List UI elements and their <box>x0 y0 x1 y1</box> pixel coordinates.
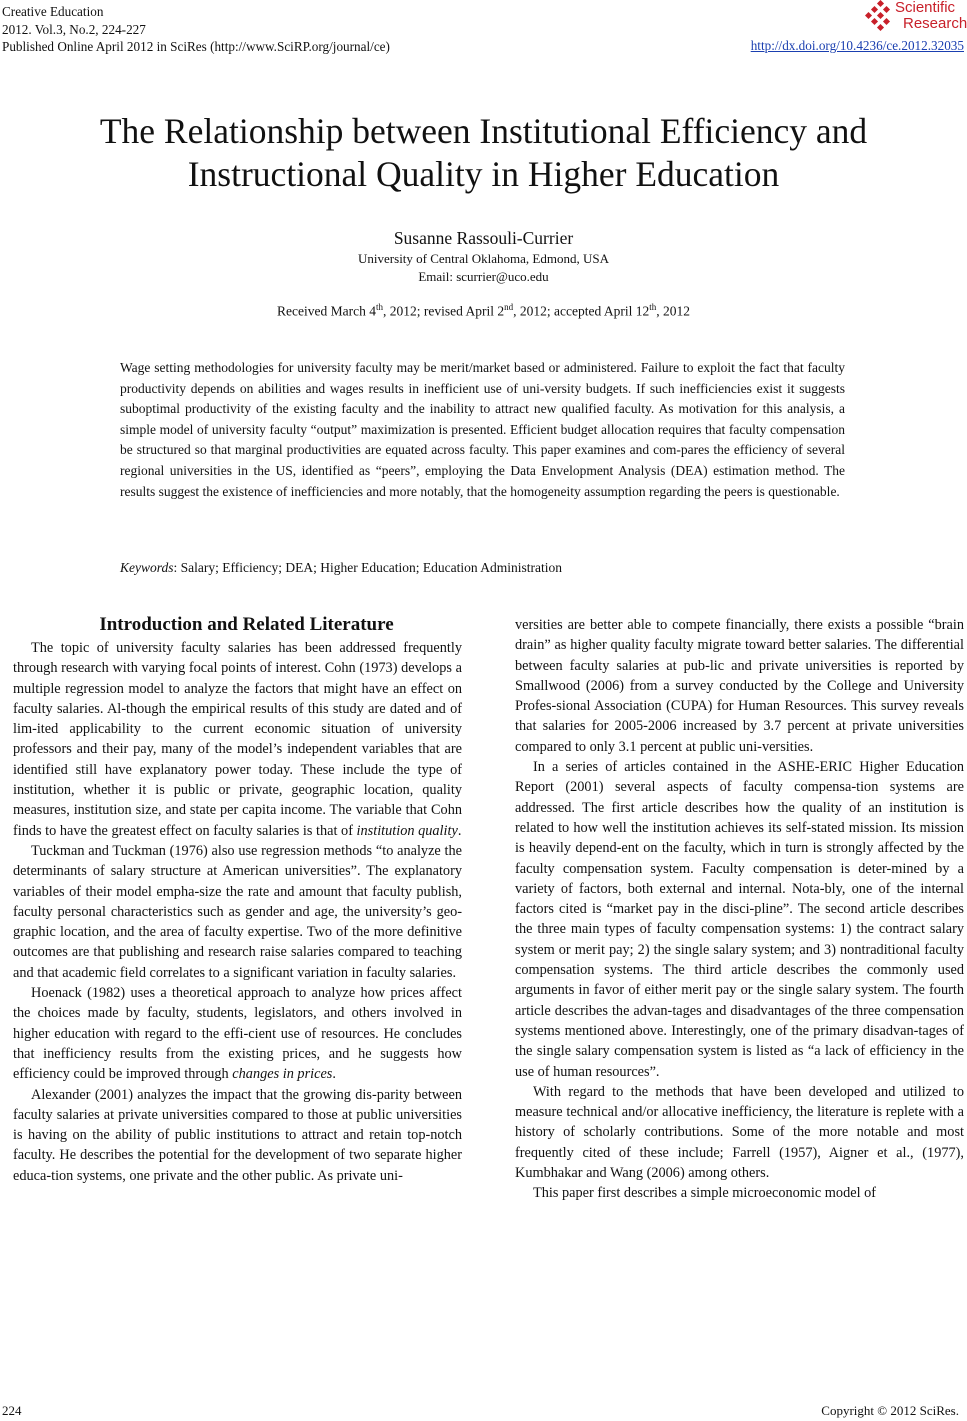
keywords-label: Keywords <box>120 560 174 575</box>
logo-text: Scientific Research <box>895 0 967 32</box>
abstract <box>120 358 845 502</box>
paragraph: The topic of university faculty salaries has been addressed frequently through research with varying focal points of interest. Cohn (1973) develops a multiple regression model to analyze the factors that might have an effect on faculty salaries. Al-though the empirical results of this study are dated and of lim-ited applicability to the current economic situation of university professors and their pay, many of the model’s independent variables that are identified still have explanatory power today. These include the type of institution, whether it is public or private, geographic location, quality measures, institution size, and state per capita income. The variable that Cohn finds to have the greatest effect on faculty salaries is that of institution quality. <box>13 640 462 839</box>
copyright: Copyright © 2012 SciRes. <box>821 1403 959 1418</box>
keywords-list: : Salary; Efficiency; DEA; Higher Education; Education Administration <box>173 560 563 575</box>
affiliation-block <box>0 250 967 285</box>
logo-diamond-icon <box>865 0 895 34</box>
author-email: Email: scurrier@uco.edu <box>418 268 549 284</box>
paragraph: In a series of articles contained in the ASHE-ERIC Higher Education Report (2001) several aspects of faculty compensa-tion systems are addressed. The first article describes how the quality of an institution is related to how well the institution achieves its self-stated mission. Its mission is heavily depend-ent on the faculty, which in turn is strongly affected by the faculty compensation system. Faculty compensation is deter-mined by a variety of factors, both external and internal. Nota-bly, one of the internal factors cited is “market pay in the disci-pline”. The second article describes the three main types of faculty compensation systems: 1) the contract salary system or merit pay; 2) the single salary system; and 3) nontraditional faculty compensation systems. The third article describes the commonly used arguments in favor of either merit pay or the single salary system. The fourth article describes the advan-tages and disadvantages of the three compensation systems mentioned above. Interestingly, one of the primary disadvan-tages of the single salary compensation system is listed as “a lack of efficiency in the use of human resources”. <box>515 759 964 1080</box>
paragraph: Hoenack (1982) uses a theoretical approach to analyze how prices affect the choices made by faculty, students, legislators, and others involved in higher education with regard to the effi-cient use of resources. He concludes that inefficiency results from the existing prices, and he suggests how efficiency could be improved through changes in prices. <box>13 985 462 1083</box>
abstract-text: Wage setting methodologies for university faculty may be merit/market based or administered. Failure to exploit the fact that faculty productivity depends on abilities and wages results in inefficient use of uni-versity budgets. If such inefficiencies exist it suggests suboptimal productivity of the existing faculty and the inability to attract new qualified faculty. As motivation for this analysis, a simple model of university faculty “output” maximization is presented. Efficient budget allocation requires that faculty compensation be structured so that marginal productivities are equated across faculty. This paper examines and com-pares the efficiency of several regional universities in the US, identified as “peers”, employing the Data Envelopment Analysis (DEA) estimation method. The results suggest the existence of inefficiencies and more notably, that the homogeneity assumption regarding the peers is questionable. <box>120 360 845 499</box>
paragraph: With regard to the methods that have been developed and utilized to measure technical and/or allocative inefficiency, the literature is replete with a history of scholarly contributions. Some of the more notable and most frequently cited of these include; Farrell (1957), Aigner et al., (1977), Kumbhakar and Wang (2006) among others. <box>515 1083 964 1182</box>
paragraph: Tuckman and Tuckman (1976) also use regression methods “to analyze the determinants of salary structure at American universities”. The explanatory variables of their model empha-size the rate and amount that faculty publish, faculty personal characteristics such as gender and age, the university’s geo-graphic location, and the area of faculty expertise. Two of the more definitive outcomes are that publishing and research raise salaries compared to teaching and that academic field correlates to a significant variation in faculty salaries. <box>13 842 462 981</box>
published-online: Published Online April 2012 in SciRes (http://www.SciRP.org/journal/ce) <box>2 39 390 54</box>
paragraph: versities are better able to compete financially, there exists a possible “brain drain” as higher quality faculty migrate toward better salaries. The differential between faculty salaries at pub-lic and private universities is reported by Smallwood (2006) from a survey conducted by the College and University Profes-sional Association (CUPA) for Human Resources. This survey reveals that salaries for 2005-2006 increased by 3.7 percent at private universities compared to only 3.1 percent at public uni-versities. <box>515 617 964 755</box>
left-column <box>13 612 462 1186</box>
author-name: Susanne Rassouli-Currier <box>393 228 574 248</box>
doi-link[interactable]: http://dx.doi.org/10.4236/ce.2012.32035 <box>750 38 964 53</box>
doi-link-wrap <box>751 38 964 54</box>
page-number: 224 <box>2 1403 22 1418</box>
paragraph: Alexander (2001) analyzes the impact that the growing dis-parity between faculty salaries at private universities compared to those at public universities is having on the ability of public institutions to attract and retain top-notch faculty. He describes the potential for the development of two separate higher educa-tion systems, one private and the other public. As private uni- <box>13 1086 462 1184</box>
scientific-research-logo <box>865 0 967 36</box>
received-dates: Received March 4th, 2012; revised April 2nd, 2012; accepted April 12th, 2012 <box>277 302 690 319</box>
affiliation: University of Central Oklahoma, Edmond, USA <box>358 251 609 266</box>
paper-title: The Relationship between Institutional Efficiency and Instructional Quality in Higher Education <box>99 111 868 194</box>
paragraph: This paper first describes a simple microeconomic model of <box>533 1185 877 1202</box>
keywords <box>120 560 562 576</box>
journal-header <box>2 3 390 56</box>
section-title: Introduction and Related Literature <box>99 614 394 635</box>
journal-name: Creative Education <box>2 4 104 19</box>
journal-volume: 2012. Vol.3, No.2, 224-227 <box>2 21 146 37</box>
right-column <box>515 615 964 1204</box>
